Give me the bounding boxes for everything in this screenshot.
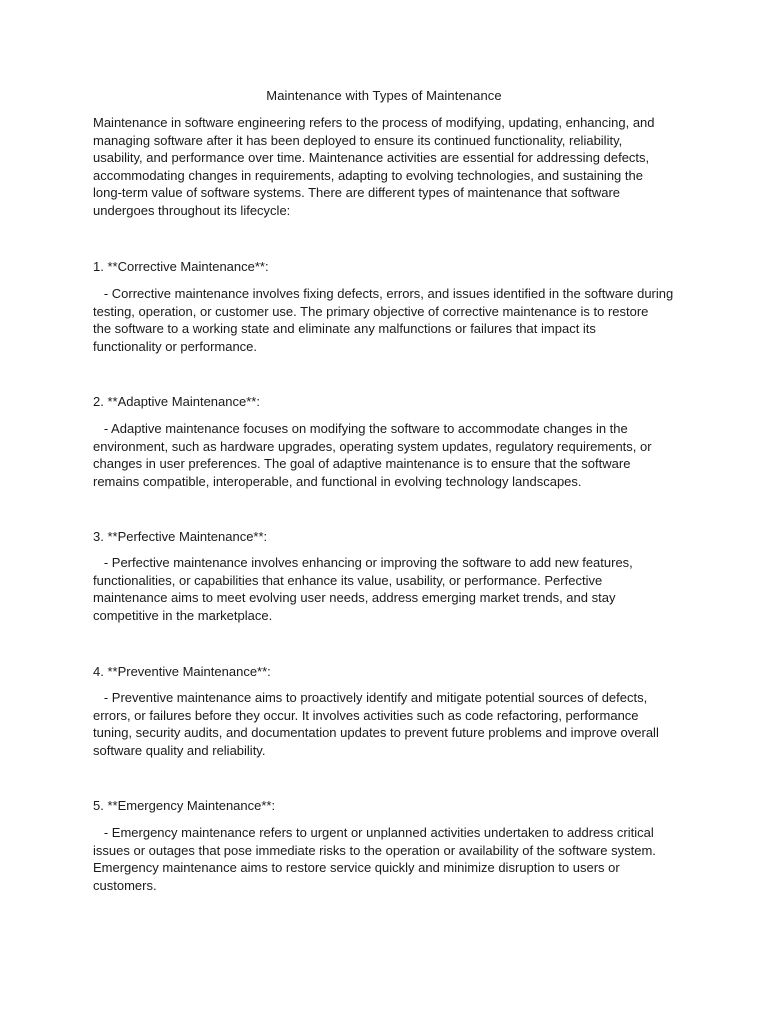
body-line: maintenance aims to meet evolving user needs, address emerging market trends, and stay xyxy=(93,590,616,606)
body-line: functionalities, or capabilities that enhance its value, usability, or performance. Perfective xyxy=(93,572,603,588)
section-heading-emergency: 5. **Emergency Maintenance**: xyxy=(93,798,276,813)
body-line: testing, operation, or customer use. The primary objective of corrective maintenance is to restore xyxy=(93,303,649,319)
body-line: - Corrective maintenance involves fixing defects, errors, and issues identified in the software during xyxy=(93,286,674,301)
body-line: remains compatible, interoperable, and functional in evolving technology landscapes. xyxy=(93,473,582,489)
section-body-adaptive xyxy=(93,420,683,490)
section-heading-adaptive: 2. **Adaptive Maintenance**: xyxy=(93,394,260,409)
intro-line: accommodating changes in requirements, adapting to evolving technologies, and sustaining the xyxy=(93,167,643,183)
document-title: Maintenance with Types of Maintenance xyxy=(266,88,502,103)
intro-line: managing software after it has been deployed to ensure its continued functionality, reliability, xyxy=(93,132,623,148)
body-line: errors, or failures before they occur. It involves activities such as code refactoring, performance xyxy=(93,707,639,723)
body-line: functionality or performance. xyxy=(93,338,258,354)
body-line: - Adaptive maintenance focuses on modifying the software to accommodate changes in the xyxy=(93,421,628,436)
intro-line: long-term value of software systems. There are different types of maintenance that software xyxy=(93,185,621,201)
body-line: customers. xyxy=(93,877,157,893)
section-body-emergency xyxy=(93,824,683,894)
section-body-perfective xyxy=(93,554,683,624)
body-line: - Perfective maintenance involves enhancing or improving the software to add new features, xyxy=(93,555,633,570)
section-body-corrective xyxy=(93,285,683,355)
section-heading-perfective: 3. **Perfective Maintenance**: xyxy=(93,529,268,544)
body-line: issues or outages that pose immediate risks to the operation or availability of the software system. xyxy=(93,842,656,858)
body-line: tuning, security audits, and documentation updates to prevent future problems and improve overall xyxy=(93,725,659,741)
section-heading-preventive: 4. **Preventive Maintenance**: xyxy=(93,664,271,679)
body-line: - Preventive maintenance aims to proactively identify and mitigate potential sources of defects, xyxy=(93,690,648,705)
body-line: the software to a working state and eliminate any malfunctions or failures that impact its xyxy=(93,321,596,337)
section-body-preventive xyxy=(93,689,683,759)
intro-paragraph xyxy=(93,114,683,220)
body-line: environment, such as hardware upgrades, operating system updates, regulatory requirements, or xyxy=(93,438,652,454)
intro-line: Maintenance in software engineering refers to the process of modifying, updating, enhancing, and xyxy=(93,115,655,130)
body-line: changes in user preferences. The goal of adaptive maintenance is to ensure that the software xyxy=(93,456,631,472)
section-heading-corrective: 1. **Corrective Maintenance**: xyxy=(93,259,269,274)
intro-line: usability, and performance over time. Maintenance activities are essential for addressing defects, xyxy=(93,150,650,166)
body-line: Emergency maintenance aims to restore service quickly and minimize disruption to users or xyxy=(93,860,620,876)
body-line: - Emergency maintenance refers to urgent or unplanned activities undertaken to address critical xyxy=(93,825,654,840)
body-line: software quality and reliability. xyxy=(93,742,266,758)
intro-line: undergoes throughout its lifecycle: xyxy=(93,202,291,218)
body-line: competitive in the marketplace. xyxy=(93,607,273,623)
